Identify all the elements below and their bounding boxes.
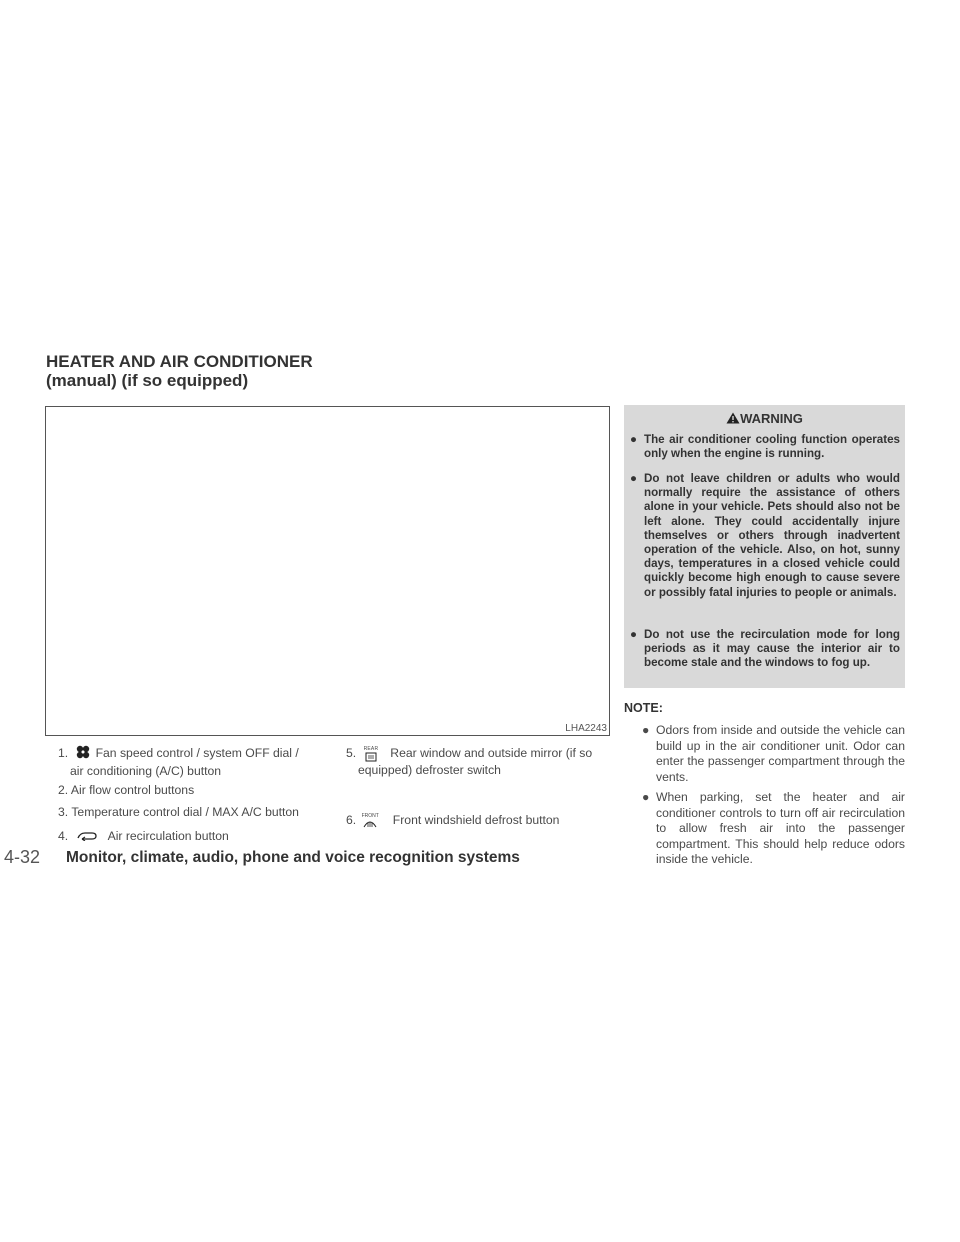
page-number: 4-32 <box>4 847 41 867</box>
section-subtitle: (manual) (if so equipped) <box>46 371 249 390</box>
section-footer: Monitor, climate, audio, phone and voice recognition systems <box>66 849 520 866</box>
note-bullet-1: ● Odors from inside and outside the vehicle can build up in the air conditioner unit. Odor can enter the passenger compartment through the vents. <box>642 723 905 784</box>
warning-bullet-3: ● Do not use the recirculation mode for long periods as it may cause the interior air to become stale and the windows to fog up. <box>630 628 900 670</box>
bullet-icon: ● <box>642 790 650 804</box>
warning-heading: WARNING <box>624 411 905 427</box>
warning-bullet-2: ● Do not leave children or adults who would normally require the assistance of others alone in your vehicle. Pets should also not be left alone. They could accidentally injure themselves or others through inadvertent operation of the vehicle. Also, on hot, sunny days, temperatures in a closed vehicle could quickly become high enough to cause severe or possibly fatal injuries to people or animals. <box>630 472 900 599</box>
bullet-icon: ● <box>630 472 638 485</box>
legend-item-5: 5. REAR Rear window and outside mirror (if so equipped) defroster switch <box>346 745 593 777</box>
bullet-icon: ● <box>630 628 638 641</box>
note-bullet-2: ● When parking, set the heater and air conditioner controls to turn off air recirculation to allow fresh air into the passenger compartment. This should help reduce odors inside the vehicle. <box>642 790 905 867</box>
recirculation-icon <box>76 829 98 845</box>
legend-item-3: 3. Temperature control dial / MAX A/C button <box>58 805 299 819</box>
note-heading: NOTE: <box>624 701 663 715</box>
front-defrost-icon: FRONT <box>362 813 379 828</box>
figure-code: LHA2243 <box>565 723 607 734</box>
section-title: HEATER AND AIR CONDITIONER <box>46 352 313 371</box>
warning-bullet-1: ● The air conditioner cooling function operates only when the engine is running. <box>630 433 900 461</box>
warning-triangle-icon <box>726 412 740 427</box>
legend-item-6: 6. FRONT Front windshield defrost button <box>346 813 560 827</box>
fan-icon <box>76 745 90 763</box>
legend-item-2: 2. Air flow control buttons <box>58 783 195 797</box>
legend-item-1: 1. Fan speed control / system OFF dial / air conditioning (A/C) button <box>58 746 299 778</box>
rear-defrost-icon: REAR <box>364 746 379 762</box>
control-panel-figure <box>45 406 610 736</box>
bullet-icon: ● <box>642 723 650 737</box>
warning-box <box>624 405 905 688</box>
legend-item-4: 4. Air recirculation button <box>58 829 229 843</box>
bullet-icon: ● <box>630 433 638 446</box>
